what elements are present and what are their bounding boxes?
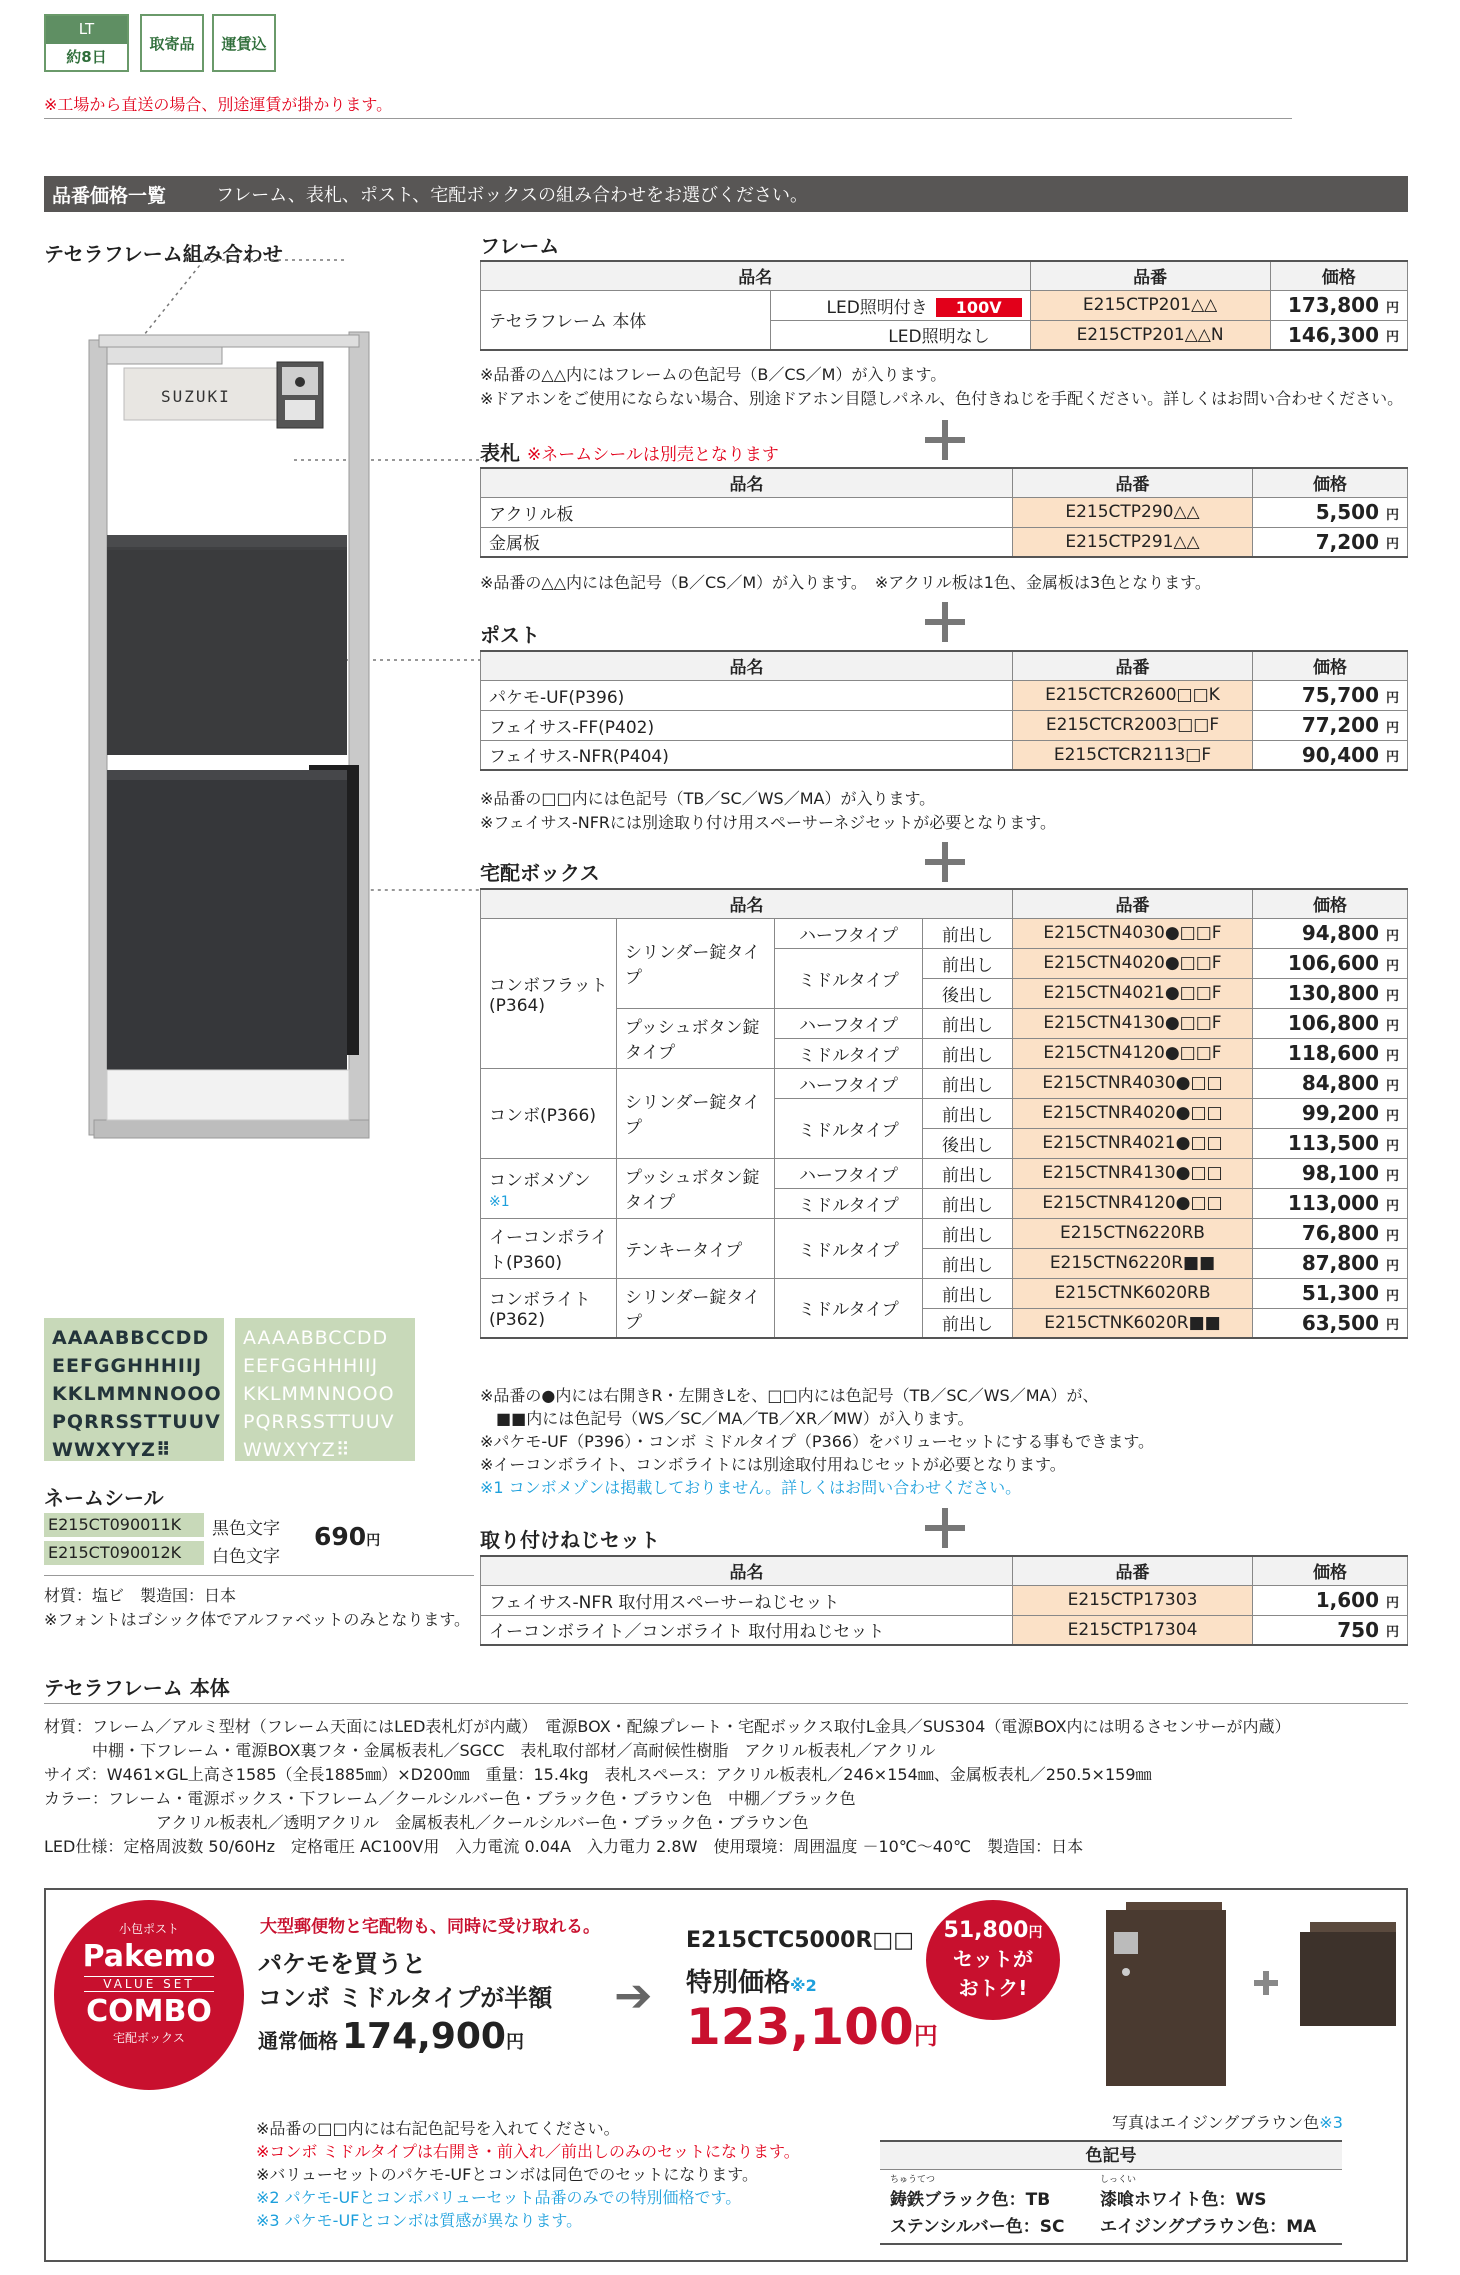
item-price <box>1253 1098 1408 1128</box>
item-code: E215CTNR4020●□□ <box>1013 1098 1253 1128</box>
item-code: E215CTN6220RB <box>1013 1218 1253 1248</box>
spec-title: テセラフレーム 本体 <box>44 1676 230 1700</box>
plate-title <box>480 437 779 466</box>
yen: 円 <box>366 1533 381 1549</box>
delivery-note: ※品番の●内には右開きR・左開きLを、□□内には色記号（TB／SC／WS／MA）が、 <box>480 1386 1099 1405</box>
item-code: E215CTP291△△ <box>1013 527 1253 557</box>
seal-white-code: E215CT090012K <box>44 1541 204 1565</box>
box-type: ミドルタイプ <box>775 1218 923 1278</box>
name-seal-white-sample <box>235 1318 415 1461</box>
item-name: フェイサス-NFR(P404) <box>481 740 1013 770</box>
seal-line: EEFGGHHHIIJ <box>52 1355 203 1377</box>
delivery-table <box>480 888 1408 1339</box>
delivery-note: ■■内には色記号（WS／SC／MA／TB／XR／MW）が入ります。 <box>480 1409 974 1428</box>
seal-black-label: 黒色文字 <box>212 1519 280 1539</box>
col-code: 品番 <box>1013 1556 1253 1585</box>
section-subtitle: フレーム、表札、ポスト、宅配ボックスの組み合わせをお選びください。 <box>216 185 809 206</box>
yen: 円 <box>1385 1595 1399 1611</box>
name-seal-black-sample <box>44 1318 224 1461</box>
box-type: ハーフタイプ <box>775 1068 923 1098</box>
frame-name: テセラフレーム 本体 <box>481 290 771 350</box>
yen: 円 <box>1385 537 1399 552</box>
price-value: 130,800 <box>1287 981 1379 1005</box>
logo-mid: VALUE SET <box>84 1976 214 1992</box>
section-header-bar <box>44 176 1408 212</box>
plate-table <box>480 467 1408 558</box>
price-value: 173,800 <box>1287 293 1379 317</box>
pakemo-combo-logo <box>54 1900 244 2090</box>
price-value: 750 <box>1337 1617 1379 1642</box>
footnote-mark: ※3 <box>1319 2113 1343 2132</box>
spec-line: カラー：フレーム・電源ボックス・下フレーム／クールシルバー色・ブラック色・ブラウン色 中棚／ブラック色 <box>44 1789 856 1808</box>
table-row <box>481 1585 1408 1615</box>
item-name: 金属板 <box>481 527 1013 557</box>
section-title: 品番価格一覧 <box>52 184 167 207</box>
item-price <box>1253 918 1408 948</box>
col-name: 品名 <box>481 889 1013 918</box>
item-code: E215CTCR2600□□K <box>1013 680 1253 710</box>
yen: 円 <box>1385 1168 1399 1184</box>
item-price <box>1253 1218 1408 1248</box>
item-price <box>1253 680 1408 710</box>
yen: 円 <box>1385 928 1399 944</box>
group-name-text: コンボメゾン <box>489 1170 591 1191</box>
lead-time-value: 約8日 <box>66 48 107 66</box>
yen: 円 <box>1385 1138 1399 1154</box>
plus-icon <box>925 1508 965 1548</box>
table-row <box>481 497 1408 527</box>
item-price <box>1253 1068 1408 1098</box>
price-value: 87,800 <box>1301 1251 1379 1275</box>
value-set-promo <box>44 1888 1408 2262</box>
photo-note <box>1112 2110 1343 2133</box>
lock-type: テンキータイプ <box>617 1218 775 1278</box>
promo-line2: コンボ ミドルタイプが半額 <box>258 1984 553 2012</box>
item-code: E215CTNK6020R■■ <box>1013 1308 1253 1338</box>
yen: 円 <box>1385 958 1399 974</box>
col-price: 価格 <box>1253 651 1408 680</box>
item-price <box>1253 1248 1408 1278</box>
item-code: E215CTNR4120●□□ <box>1013 1188 1253 1218</box>
open-type: 前出し <box>923 1278 1013 1308</box>
delivery-note-blue: ※1 コンボメゾンは掲載しておりません。詳しくはお問い合わせください。 <box>480 1478 1022 1497</box>
logo-top: 小包ポスト <box>118 1922 179 1936</box>
frame-table <box>480 260 1408 351</box>
delivery-title: 宅配ボックス <box>480 861 600 885</box>
frame-note: ※品番の△△内にはフレームの色記号（B／CS／M）が入ります。 <box>480 365 947 384</box>
open-type: 前出し <box>923 1158 1013 1188</box>
item-code: E215CTN4021●□□F <box>1013 978 1253 1008</box>
col-code: 品番 <box>1013 889 1253 918</box>
item-price <box>1253 1038 1408 1068</box>
group-name: コンボフラット(P364) <box>481 918 617 1068</box>
item-price <box>1253 1615 1408 1645</box>
screws-title: 取り付けねじセット <box>480 1528 660 1552</box>
special-value: 123,100 <box>686 1998 914 2056</box>
seal-price-value: 690 <box>314 1522 367 1551</box>
photo-note-text: 写真はエイジングブラウン色 <box>1112 2113 1320 2132</box>
yen: 円 <box>1385 690 1399 706</box>
group-name: イーコンボライト(P360) <box>481 1218 617 1278</box>
price-value: 7,200 <box>1315 529 1379 554</box>
seal-line: WWXYYZ⠿ <box>243 1439 351 1461</box>
yen: 円 <box>1385 988 1399 1004</box>
item-price <box>1253 710 1408 740</box>
nameplate-text: SUZUKI <box>161 387 231 406</box>
yen: 円 <box>1028 1925 1043 1941</box>
col-name: 品名 <box>481 261 1031 290</box>
price-value: 106,600 <box>1287 951 1379 975</box>
item-price <box>1253 948 1408 978</box>
item-name: アクリル板 <box>481 497 1013 527</box>
color-sc: ステンシルバー色：SC <box>890 2217 1065 2237</box>
special-label <box>686 1962 817 1999</box>
promo-line1: パケモを買うと <box>258 1950 426 1978</box>
color-ma: エイジングブラウン色：MA <box>1100 2217 1317 2237</box>
lock-type: シリンダー錠タイプ <box>617 1278 775 1338</box>
seal-price <box>314 1522 380 1551</box>
lock-type: シリンダー錠タイプ <box>617 918 775 1008</box>
item-code: E215CTCR2113□F <box>1013 740 1253 770</box>
price-value: 113,500 <box>1287 1131 1379 1155</box>
color-code-table <box>880 2140 1342 2245</box>
spec-line: LED仕様：定格周波数 50/60Hz 定格電圧 AC100V用 入力電流 0.04A 入力電力 2.8W 使用環境：周囲温度 －10℃～40℃ 製造国：日本 <box>44 1837 1084 1856</box>
seal-line: WWXYYZ⠿ <box>52 1439 172 1461</box>
item-code: E215CTN4020●□□F <box>1013 948 1253 978</box>
price-value: 51,300 <box>1301 1281 1379 1305</box>
yen: 円 <box>1385 507 1399 523</box>
item-name: パケモ-UF(P396) <box>481 680 1013 710</box>
box-type: ハーフタイプ <box>775 918 923 948</box>
item-code: E215CTN6220R■■ <box>1013 1248 1253 1278</box>
price-value: 84,800 <box>1301 1071 1379 1095</box>
frame-note: ※ドアホンをご使用にならない場合、別途ドアホン目隠しパネル、色付きねじを手配ください。詳しくはお問い合わせください。 <box>480 389 1404 408</box>
voltage-badge: 100V <box>936 298 1022 317</box>
item-price <box>1253 1278 1408 1308</box>
special-label-text: 特別価格 <box>686 1968 791 1998</box>
seal-note: ※フォントはゴシック体でアルファベットのみとなります。 <box>44 1610 471 1629</box>
open-type: 前出し <box>923 1098 1013 1128</box>
yen: 円 <box>1385 1258 1399 1274</box>
col-price: 価格 <box>1253 468 1408 497</box>
spec-line: アクリル板表札／透明アクリル 金属板表札／クールシルバー色・ブラック色・ブラウン色 <box>44 1813 809 1832</box>
price-value: 106,800 <box>1287 1011 1379 1035</box>
table-row <box>481 527 1408 557</box>
open-type: 後出し <box>923 1128 1013 1158</box>
price-value: 77,200 <box>1301 713 1379 737</box>
promo-note: ※品番の□□内には右記色記号を入れてください。 <box>256 2119 620 2138</box>
plus-icon <box>925 420 965 460</box>
open-type: 前出し <box>923 1038 1013 1068</box>
open-type: 前出し <box>923 948 1013 978</box>
post-title: ポスト <box>480 623 540 647</box>
table-row <box>481 1218 1408 1248</box>
table-row <box>481 918 1408 948</box>
spec-body <box>44 1715 1291 1859</box>
table-row <box>481 710 1408 740</box>
footnote-mark: ※2 <box>790 1976 817 1995</box>
promo-catch: 大型郵便物と宅配物も、同時に受け取れる。 <box>260 1917 600 1937</box>
seal-line: AAAABBCCDD <box>52 1327 210 1349</box>
delivery-note: ※パケモ-UF（P396）・コンボ ミドルタイプ（P366）をバリューセットにする事もできます。 <box>480 1432 1155 1451</box>
frame-code: E215CTP201△△N <box>1030 320 1270 350</box>
frame-variant: LED照明なし <box>771 320 1031 350</box>
box-type: ミドルタイプ <box>775 1188 923 1218</box>
seal-line: AAAABBCCDD <box>243 1327 389 1349</box>
promo-note-red: ※コンボ ミドルタイプは右開き・前入れ／前出しのみのセットになります。 <box>256 2142 800 2161</box>
divider <box>44 1703 1408 1704</box>
logo-bottom: 宅配ボックス <box>113 2031 185 2045</box>
price-value: 113,000 <box>1287 1191 1379 1215</box>
frame-price <box>1270 320 1407 350</box>
item-code: E215CTP290△△ <box>1013 497 1253 527</box>
item-code: E215CTNK6020RB <box>1013 1278 1253 1308</box>
combination-title: テセラフレーム組み合わせ <box>44 242 283 266</box>
item-price <box>1253 1188 1408 1218</box>
col-code: 品番 <box>1013 651 1253 680</box>
price-value: 99,200 <box>1301 1101 1379 1125</box>
yen: 円 <box>1385 1018 1399 1034</box>
seal-line: PQRRSSTTUUV <box>52 1411 221 1433</box>
delivery-note: ※イーコンボライト、コンボライトには別途取付用ねじセットが必要となります。 <box>480 1455 1066 1474</box>
seal-note: 材質：塩ビ 製造国：日本 <box>44 1586 237 1605</box>
frame-variant <box>771 290 1031 320</box>
price-value: 94,800 <box>1301 921 1379 945</box>
group-name <box>481 1158 617 1218</box>
open-type: 前出し <box>923 1218 1013 1248</box>
item-price <box>1253 740 1408 770</box>
item-price <box>1253 1158 1408 1188</box>
yen: 円 <box>1385 330 1399 345</box>
open-type: 前出し <box>923 918 1013 948</box>
color-table-title: 色記号 <box>880 2142 1342 2170</box>
plus-icon <box>925 842 965 882</box>
burst-line: おトク! <box>958 1976 1028 2000</box>
item-code: E215CTNR4030●□□ <box>1013 1068 1253 1098</box>
table-row <box>481 1068 1408 1098</box>
col-code: 品番 <box>1013 468 1253 497</box>
table-row <box>481 740 1408 770</box>
box-type: ミドルタイプ <box>775 1098 923 1158</box>
table-row <box>481 1158 1408 1188</box>
col-name: 品名 <box>481 468 1013 497</box>
price-value: 98,100 <box>1301 1161 1379 1185</box>
table-row <box>481 290 1408 320</box>
yen: 円 <box>1385 1048 1399 1064</box>
price-value: 1,600 <box>1315 1588 1379 1612</box>
spec-line: サイズ：W461×GL上高さ1585（全長1885㎜）×D200㎜ 重量：15.4kg 表札スペース：アクリル板表札／246×154㎜、金属板表札／250.5×159㎜ <box>44 1765 1152 1784</box>
frame-title: フレーム <box>480 234 560 258</box>
box-type: ミドルタイプ <box>775 948 923 1008</box>
item-code: E215CTCR2003□□F <box>1013 710 1253 740</box>
item-price <box>1253 1308 1408 1338</box>
item-name: イーコンボライト／コンボライト 取付用ねじセット <box>481 1615 1013 1645</box>
divider <box>44 118 1292 119</box>
group-name: コンボ(P366) <box>481 1068 617 1158</box>
seal-line: EEFGGHHHIIJ <box>243 1355 379 1377</box>
item-price <box>1253 978 1408 1008</box>
footnote-mark: ※1 <box>489 1193 510 1210</box>
shipping-included-badge: 運賃込 <box>212 14 276 72</box>
price-value: 90,400 <box>1301 742 1379 767</box>
price-value: 5,500 <box>1315 500 1379 524</box>
lead-time-label: LT <box>46 15 127 44</box>
ruby: ちゅうてつ <box>890 2175 936 2185</box>
special-price <box>686 1998 938 2056</box>
regular-label: 通常価格 <box>258 2029 338 2053</box>
item-price <box>1253 1008 1408 1038</box>
price-value: 75,700 <box>1301 683 1379 707</box>
col-name: 品名 <box>481 651 1013 680</box>
col-code: 品番 <box>1030 261 1270 290</box>
item-code: E215CTP17304 <box>1013 1615 1253 1645</box>
yen: 円 <box>1385 720 1399 736</box>
burst-line: セットが <box>953 1947 1033 1971</box>
plus-icon <box>925 602 965 642</box>
post-note: ※フェイサス-NFRには別途取り付け用スペーサーネジセットが必要となります。 <box>480 813 1056 832</box>
color-ws: 漆喰ホワイト色：WS <box>1100 2190 1267 2210</box>
seal-white-label: 白色文字 <box>212 1547 280 1567</box>
item-price <box>1253 1128 1408 1158</box>
price-value: 76,800 <box>1301 1221 1379 1245</box>
item-code: E215CTP17303 <box>1013 1585 1253 1615</box>
col-price: 価格 <box>1270 261 1407 290</box>
box-type: ハーフタイプ <box>775 1008 923 1038</box>
shipping-note: ※工場から直送の場合、別途運賃が掛かります。 <box>44 95 393 114</box>
item-code: E215CTNR4130●□□ <box>1013 1158 1253 1188</box>
yen: 円 <box>1385 1288 1399 1304</box>
seal-line: KKLMMNNOOO <box>52 1383 222 1405</box>
col-price: 価格 <box>1253 1556 1408 1585</box>
item-code: E215CTN4130●□□F <box>1013 1008 1253 1038</box>
order-item-badge: 取寄品 <box>140 14 204 72</box>
tessera-frame-illustration <box>44 250 494 1150</box>
lead-time-badge <box>44 14 129 72</box>
open-type: 前出し <box>923 1308 1013 1338</box>
group-name: コンボライト(P362) <box>481 1278 617 1338</box>
item-name: フェイサス-NFR 取付用スペーサーねじセット <box>481 1585 1013 1615</box>
yen: 円 <box>1385 750 1399 765</box>
item-price <box>1253 527 1408 557</box>
open-type: 前出し <box>923 1188 1013 1218</box>
screws-table <box>480 1555 1408 1646</box>
regular-price <box>258 2016 524 2057</box>
promo-note: ※バリューセットのパケモ-UFとコンボは同色でのセットになります。 <box>256 2165 759 2184</box>
spec-line: 中棚・下フレーム・電源BOX裏フタ・金属板表札／SGCC 表札取付部材／高耐候性樹脂 アクリル板表札／アクリル <box>44 1741 936 1760</box>
lock-type: プッシュボタン錠タイプ <box>617 1008 775 1068</box>
variant-label: LED照明付き <box>826 297 928 318</box>
item-price <box>1253 1585 1408 1615</box>
yen: 円 <box>1385 300 1399 316</box>
logo-combo: COMBO <box>86 1994 212 2029</box>
yen: 円 <box>913 2022 938 2050</box>
plate-note: ※品番の△△内には色記号（B／CS／M）が入ります。 ※アクリル板は1色、金属板は3色となります。 <box>480 573 1211 592</box>
logo-main: Pakemo <box>82 1939 216 1974</box>
set-code: E215CTC5000R□□ <box>686 1928 914 1953</box>
col-price: 価格 <box>1253 889 1408 918</box>
seal-line: PQRRSSTTUUV <box>243 1411 395 1433</box>
burst-value: 51,800 <box>943 1918 1029 1943</box>
plate-title-note: ※ネームシールは別売となります <box>526 445 779 465</box>
table-row <box>481 1615 1408 1645</box>
table-row <box>481 680 1408 710</box>
price-value: 118,600 <box>1287 1041 1379 1065</box>
price-value: 146,300 <box>1287 322 1379 347</box>
frame-code: E215CTP201△△ <box>1030 290 1270 320</box>
lock-type: シリンダー錠タイプ <box>617 1068 775 1158</box>
price-value: 63,500 <box>1301 1310 1379 1335</box>
open-type: 前出し <box>923 1068 1013 1098</box>
open-type: 後出し <box>923 978 1013 1008</box>
item-name: フェイサス-FF(P402) <box>481 710 1013 740</box>
box-type: ミドルタイプ <box>775 1038 923 1068</box>
open-type: 前出し <box>923 1008 1013 1038</box>
regular-value: 174,900 <box>342 2016 506 2057</box>
color-tb: 鋳鉄ブラック色：TB <box>890 2190 1051 2210</box>
yen: 円 <box>1385 1625 1399 1640</box>
arrow-right-icon: ➔ <box>614 1968 653 2022</box>
name-seal-title: ネームシール <box>44 1486 164 1510</box>
table-row <box>481 1278 1408 1308</box>
lock-type: プッシュボタン錠タイプ <box>617 1158 775 1218</box>
item-code: E215CTN4120●□□F <box>1013 1038 1253 1068</box>
product-photo <box>1090 1902 1400 2102</box>
item-price <box>1253 497 1408 527</box>
yen: 円 <box>505 2032 524 2053</box>
spec-line: 材質：フレーム／アルミ型材（フレーム天面にはLED表札灯が内蔵） 電源BOX・配線プレート・宅配ボックス取付L金具／SUS304（電源BOX内には明るさセンサーが内蔵） <box>44 1717 1291 1736</box>
divider <box>44 1575 474 1576</box>
plate-title-text: 表札 <box>480 441 520 465</box>
table-row <box>481 1008 1408 1038</box>
col-name: 品名 <box>481 1556 1013 1585</box>
seal-black-code: E215CT090011K <box>44 1513 204 1537</box>
box-type: ハーフタイプ <box>775 1158 923 1188</box>
promo-note-blue: ※2 パケモ-UFとコンボバリューセット品番のみでの特別価格です。 <box>256 2188 742 2207</box>
open-type: 前出し <box>923 1248 1013 1278</box>
yen: 円 <box>1385 1108 1399 1124</box>
savings-burst <box>926 1900 1060 2020</box>
post-note: ※品番の□□内には色記号（TB／SC／WS／MA）が入ります。 <box>480 789 936 808</box>
post-table <box>480 650 1408 771</box>
yen: 円 <box>1385 1228 1399 1244</box>
item-code: E215CTNR4021●□□ <box>1013 1128 1253 1158</box>
frame-price <box>1270 290 1407 320</box>
item-code: E215CTN4030●□□F <box>1013 918 1253 948</box>
yen: 円 <box>1385 1318 1399 1333</box>
promo-note-blue: ※3 パケモ-UFとコンボは質感が異なります。 <box>256 2211 583 2230</box>
ruby: しっくい <box>1100 2175 1137 2185</box>
box-type: ミドルタイプ <box>775 1278 923 1338</box>
yen: 円 <box>1385 1078 1399 1094</box>
seal-line: KKLMMNNOOO <box>243 1383 395 1405</box>
yen: 円 <box>1385 1198 1399 1214</box>
